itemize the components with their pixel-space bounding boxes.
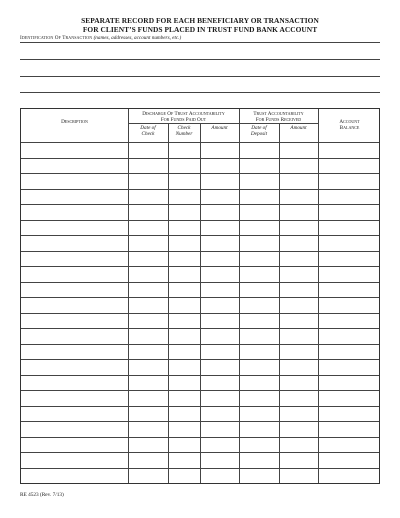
column-divider bbox=[318, 109, 319, 483]
ledger-row-line[interactable] bbox=[21, 297, 379, 298]
form-title-line-2: FOR CLIENT’S FUNDS PLACED IN TRUST FUND BANK ACCOUNT bbox=[82, 24, 318, 34]
discharge-group-header-line-1: Discharge Of Trust Accountability bbox=[142, 111, 225, 117]
ledger-row-line[interactable] bbox=[21, 437, 379, 438]
header-bottom-border bbox=[21, 142, 379, 143]
trust-group-header bbox=[239, 111, 318, 123]
form-number: RE 4523 (Rev. 7/13) bbox=[20, 492, 64, 498]
ledger-row-line[interactable] bbox=[21, 313, 379, 314]
column-divider bbox=[200, 123, 201, 483]
ledger-row-line[interactable] bbox=[21, 452, 379, 453]
ledger-row-line[interactable] bbox=[21, 204, 379, 205]
date-of-deposit-header-line-2: Deposit bbox=[250, 131, 268, 137]
ledger-row-line[interactable] bbox=[21, 158, 379, 159]
column-divider bbox=[168, 123, 169, 483]
trust-group-header-line-2: For Funds Received bbox=[255, 117, 302, 123]
account-balance-header bbox=[318, 119, 381, 131]
ledger-row-line[interactable] bbox=[21, 266, 379, 267]
ledger-row-line[interactable] bbox=[21, 468, 379, 469]
check-number-header-line-2: Number bbox=[175, 131, 193, 137]
check-number-header bbox=[168, 125, 200, 137]
ledger-row-line[interactable] bbox=[21, 344, 379, 345]
column-divider bbox=[239, 109, 240, 483]
description-header: Description bbox=[61, 119, 88, 125]
ledger-row-line[interactable] bbox=[21, 375, 379, 376]
ledger-row-line[interactable] bbox=[21, 328, 379, 329]
header-group-separator bbox=[128, 123, 318, 124]
ledger-row-line[interactable] bbox=[21, 421, 379, 422]
identification-line-3[interactable] bbox=[20, 76, 380, 77]
ledger-row-line[interactable] bbox=[21, 359, 379, 360]
account-balance-header-line-1: Account bbox=[339, 119, 360, 125]
ledger-row-line[interactable] bbox=[21, 251, 379, 252]
date-of-check-header-line-1: Date of bbox=[140, 125, 156, 131]
ledger-row-line[interactable] bbox=[21, 282, 379, 283]
ledger-row-line[interactable] bbox=[21, 406, 379, 407]
form-title bbox=[0, 17, 400, 34]
identification-label bbox=[20, 35, 181, 41]
account-balance-header-line-2: Balance bbox=[339, 125, 360, 131]
ledger-row-line[interactable] bbox=[21, 220, 379, 221]
identification-line-1[interactable] bbox=[20, 42, 380, 43]
ledger-row-line[interactable] bbox=[21, 390, 379, 391]
identification-line-2[interactable] bbox=[20, 59, 380, 60]
date-of-deposit-header bbox=[239, 125, 279, 137]
discharge-group-header-line-2: For Funds Paid Out bbox=[160, 117, 207, 123]
amount-paid-out-header: Amount bbox=[211, 125, 228, 131]
identification-hint: (names, addresses, account numbers, etc.) bbox=[93, 35, 182, 41]
ledger-row-line[interactable] bbox=[21, 235, 379, 236]
ledger-row-line[interactable] bbox=[21, 189, 379, 190]
column-divider bbox=[279, 123, 280, 483]
check-number-header-line-1: Check bbox=[177, 125, 191, 131]
date-of-check-header bbox=[128, 125, 168, 137]
identification-line-4[interactable] bbox=[20, 92, 380, 93]
trust-group-header-line-1: Trust Accountability bbox=[253, 111, 304, 117]
form-title-line-1: SEPARATE RECORD FOR EACH BENEFICIARY OR TRANSACTION bbox=[81, 16, 319, 25]
column-divider bbox=[128, 109, 129, 483]
date-of-check-header-line-2: Check bbox=[141, 131, 155, 137]
identification-label-text: Identification Of Transaction bbox=[20, 35, 93, 41]
ledger-row-line[interactable] bbox=[21, 173, 379, 174]
date-of-deposit-header-line-1: Date of bbox=[251, 125, 267, 131]
amount-received-header: Amount bbox=[290, 125, 307, 131]
discharge-group-header bbox=[128, 111, 239, 123]
trust-ledger-table bbox=[20, 108, 380, 484]
